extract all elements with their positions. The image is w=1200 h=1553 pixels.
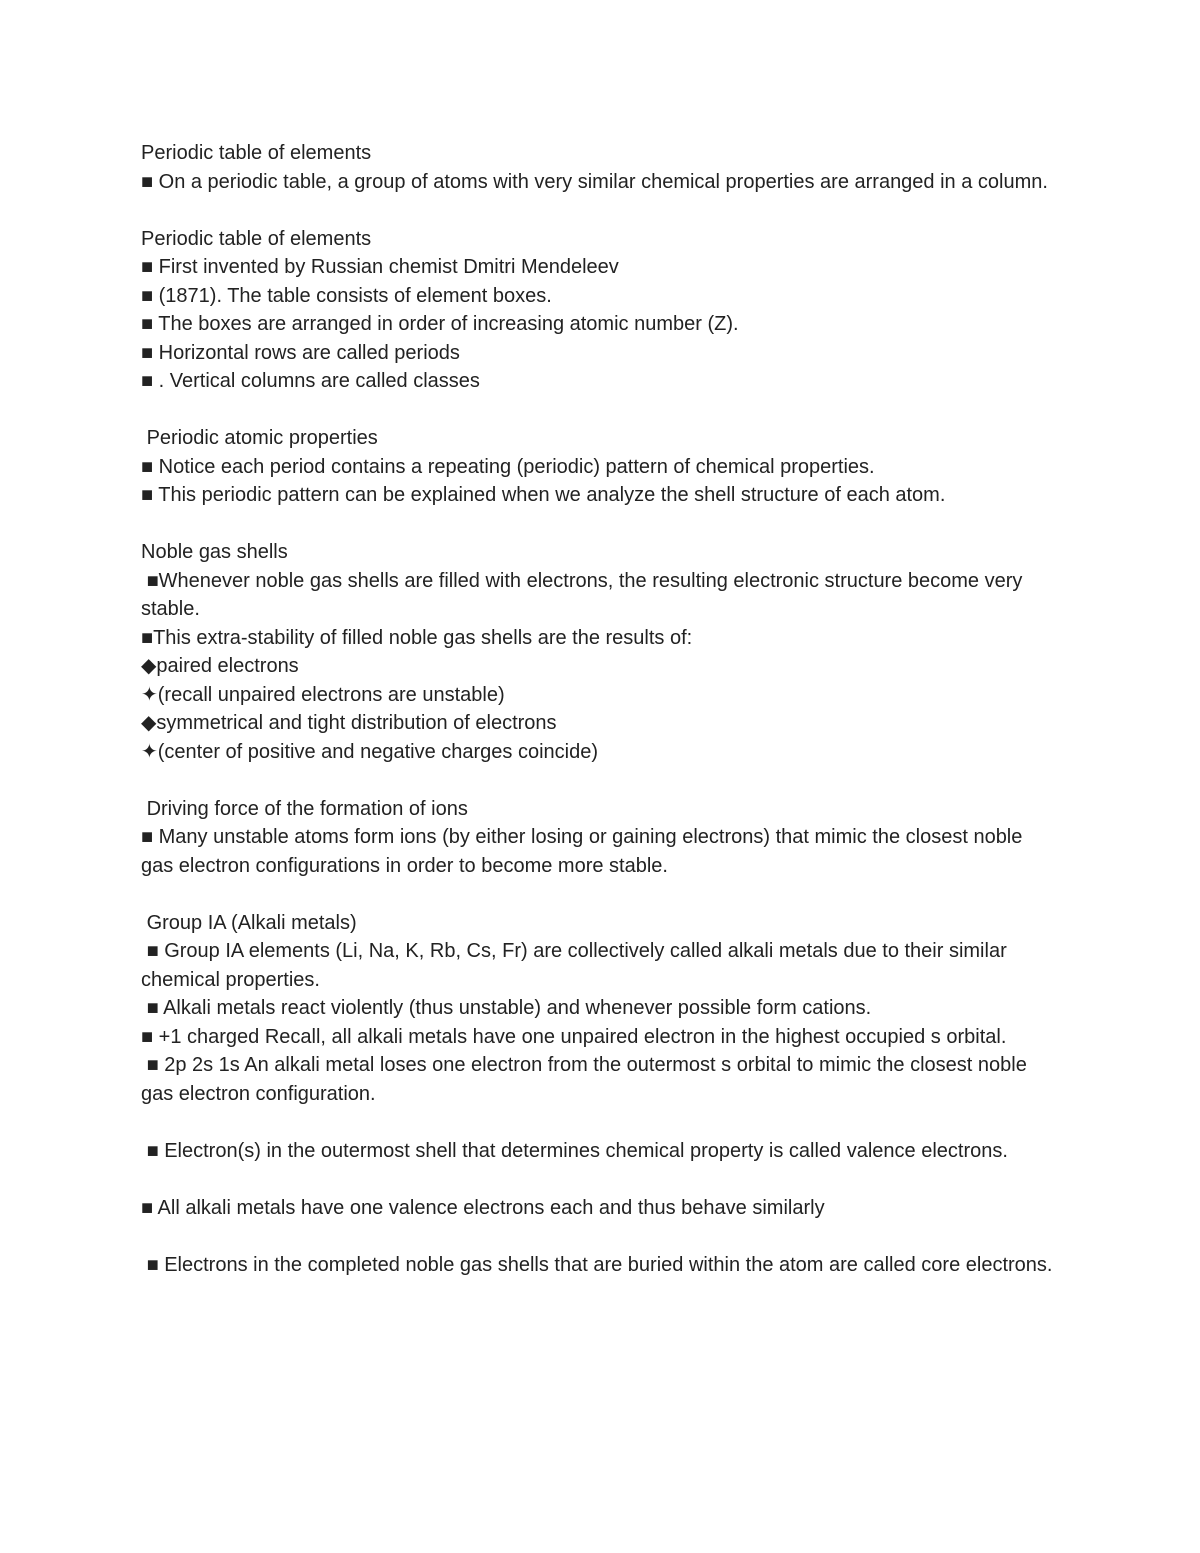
bullet-line: ■ Horizontal rows are called periods: [141, 341, 460, 364]
section-heading: Noble gas shells: [141, 541, 288, 563]
bullet-line: ■ (1871). The table consists of element boxes.: [141, 284, 552, 307]
paragraph-spacer: [141, 510, 1056, 539]
bullet-line: ■ Group IA elements (Li, Na, K, Rb, Cs, Fr) are collectively called alkali metals due to their similar chemical properties.: [141, 940, 1013, 991]
paragraph-spacer: [141, 766, 1056, 795]
bullet-line: ■ Electron(s) in the outermost shell that determines chemical property is called valence electrons.: [141, 1139, 1008, 1162]
paragraph-spacer: [141, 1108, 1056, 1137]
section-heading: Periodic table of elements: [141, 227, 372, 250]
bullet-line: ■ . Vertical columns are called classes: [141, 370, 480, 392]
bullet-line: ■ 2p 2s 1s An alkali metal loses one electron from the outermost s orbital to mimic the closest noble gas electron configuration.: [141, 1054, 1033, 1105]
bullet-line: ■This extra-stability of filled noble gas shells are the results of:: [141, 626, 693, 649]
paragraph-spacer: [141, 1165, 1056, 1194]
sub-bullet-line: ✦(recall unpaired electrons are unstable): [141, 683, 505, 706]
sub-bullet-line: ◆paired electrons: [141, 655, 299, 677]
paragraph-spacer: [141, 880, 1056, 909]
bullet-line: ■ Many unstable atoms form ions (by either losing or gaining electrons) that mimic the closest noble gas electron configurations in order to become more stable.: [141, 826, 1028, 877]
bullet-line: ■ On a periodic table, a group of atoms with very similar chemical properties are arranged in a column.: [141, 170, 1048, 193]
paragraph-spacer: [141, 1222, 1056, 1251]
bullet-line: ■ First invented by Russian chemist Dmitri Mendeleev: [141, 256, 619, 278]
bullet-line: ■ Notice each period contains a repeating (periodic) pattern of chemical properties.: [141, 455, 875, 478]
section-heading: Driving force of the formation of ions: [141, 797, 468, 820]
sub-bullet-line: ◆symmetrical and tight distribution of electrons: [141, 712, 557, 734]
paragraph-spacer: [141, 196, 1056, 225]
section-heading: Periodic table of elements: [141, 142, 372, 164]
bullet-line: ■ +1 charged Recall, all alkali metals have one unpaired electron in the highest occupied s orbital.: [141, 1025, 1007, 1048]
bullet-line: ■ Electrons in the completed noble gas shells that are buried within the atom are called core electrons.: [141, 1253, 1053, 1276]
bullet-line: ■ Alkali metals react violently (thus unstable) and whenever possible form cations.: [141, 997, 872, 1019]
bullet-line: ■ This periodic pattern can be explained when we analyze the shell structure of each atom.: [141, 484, 946, 506]
bullet-line: ■Whenever noble gas shells are filled with electrons, the resulting electronic structure become very stable.: [141, 569, 1028, 620]
bullet-line: ■ The boxes are arranged in order of increasing atomic number (Z).: [141, 313, 739, 335]
section-heading: Group IA (Alkali metals): [141, 911, 357, 934]
bullet-line: ■ All alkali metals have one valence electrons each and thus behave similarly: [141, 1196, 825, 1219]
paragraph-spacer: [141, 396, 1056, 425]
document-body: [141, 139, 1056, 1279]
sub-bullet-line: ✦(center of positive and negative charges coincide): [141, 740, 599, 763]
section-heading: Periodic atomic properties: [141, 427, 378, 449]
